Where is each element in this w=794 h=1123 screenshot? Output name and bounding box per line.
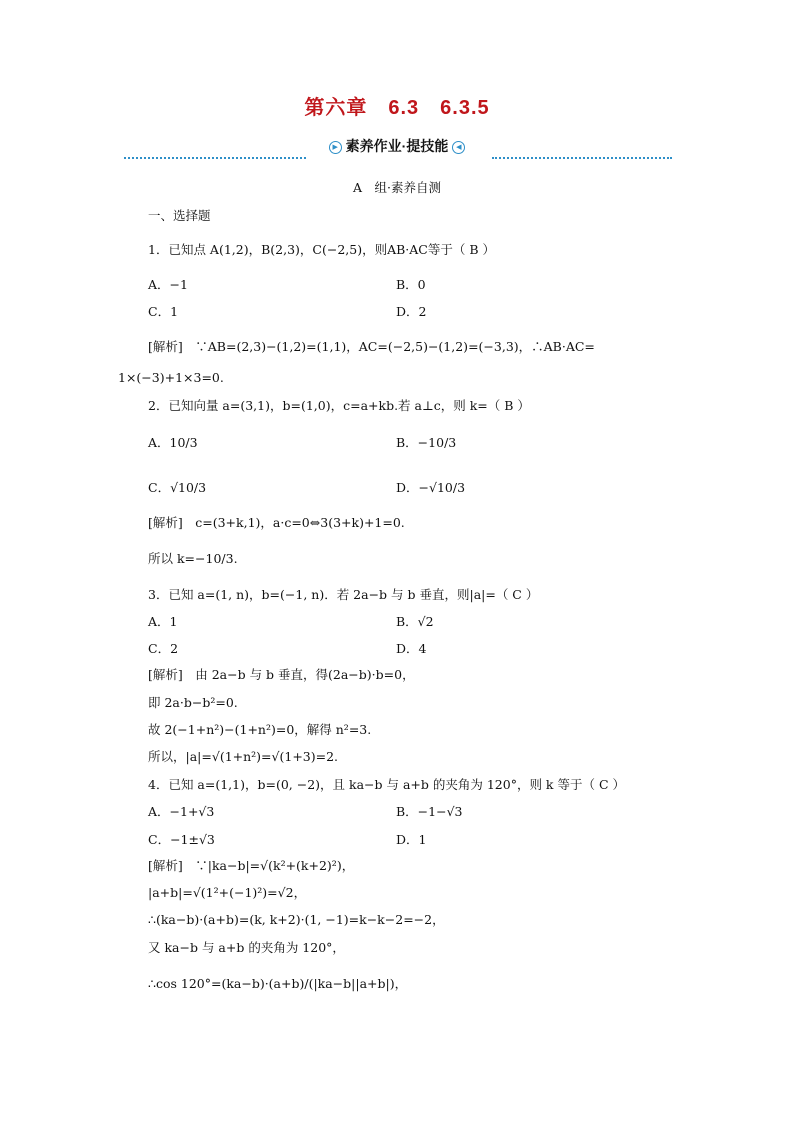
q3-option-a: A．1	[148, 614, 178, 629]
q4-option-b: B．−1−√3	[396, 804, 463, 819]
banner-label: 素养作业·提技能	[345, 138, 449, 154]
q3-option-d: D．4	[396, 641, 427, 656]
q4-option-a: A．−1+√3	[148, 804, 215, 819]
q3-analysis-line-2: 即 2a·b−b²=0.	[148, 695, 238, 710]
q2-option-d: D．−√10/3	[396, 480, 466, 495]
q4-analysis-line-3: ∴(ka−b)·(a+b)=(k, k+2)·(1, −1)=k−k−2=−2，	[148, 912, 445, 927]
question-3-stem: 3．已知 a=(1, n)，b=(−1, n)．若 2a−b 与 b 垂直，则|a|=（ C ）	[148, 587, 539, 602]
q3-analysis-line-3: 故 2(−1+n²)−(1+n²)=0，解得 n²=3.	[148, 722, 372, 737]
play-right-icon: ▶	[329, 141, 342, 154]
q4-option-c: C．−1±√3	[148, 832, 215, 847]
q3-analysis-line-4: 所以，|a|=√(1+n²)=√(1+3)=2.	[148, 749, 339, 764]
section-heading: 一、选择题	[148, 208, 211, 223]
q1-option-b: B．0	[396, 277, 426, 292]
question-1-stem: 1．已知点 A(1,2)，B(2,3)，C(−2,5)，则AB·AC等于（ B ）	[148, 242, 495, 257]
q4-option-d: D．1	[396, 832, 427, 847]
play-left-icon: ◀	[452, 141, 465, 154]
question-2-stem: 2．已知向量 a=(3,1)，b=(1,0)，c=a+kb.若 a⊥c，则 k=（ B ）	[148, 398, 530, 413]
q4-analysis-line-1: [解析] ∵|ka−b|=√(k²+(k+2)²)，	[148, 858, 355, 873]
q3-option-b: B．√2	[396, 614, 434, 629]
q1-option-d: D．2	[396, 304, 427, 319]
q4-analysis-line-2: |a+b|=√(1²+(−1)²)=√2，	[148, 885, 307, 900]
q1-option-a: A．−1	[148, 277, 188, 292]
question-4-stem: 4．已知 a=(1,1)，b=(0, −2)，且 ka−b 与 a+b 的夹角为 120°，则 k 等于（ C ）	[148, 777, 625, 792]
q4-analysis-line-5: ∴cos 120°=(ka−b)·(a+b)/(|ka−b||a+b|)，	[148, 976, 408, 991]
q4-analysis-line-4: 又 ka−b 与 a+b 的夹角为 120°，	[148, 940, 345, 955]
q1-option-c: C．1	[148, 304, 179, 319]
banner-divider-left	[124, 157, 306, 159]
q2-option-a: A．10/3	[148, 435, 198, 450]
section-banner	[0, 139, 794, 154]
q1-analysis-line-2: 1×(−3)+1×3=0.	[118, 370, 224, 385]
q3-analysis-line-1: [解析] 由 2a−b 与 b 垂直，得(2a−b)·b=0，	[148, 667, 415, 682]
banner-divider-right	[492, 157, 672, 159]
q2-option-b: B．−10/3	[396, 435, 457, 450]
q2-option-c: C．√10/3	[148, 480, 207, 495]
q3-option-c: C．2	[148, 641, 179, 656]
q1-analysis-line-1: [解析] ∵AB=(2,3)−(1,2)=(1,1)，AC=(−2,5)−(1,2)=(−3,3)，∴AB·AC=	[148, 339, 595, 354]
page-title: 第六章 6.3 6.3.5	[304, 97, 490, 119]
group-heading: A 组·素养自测	[352, 180, 441, 195]
q2-analysis-line-1: [解析] c=(3+k,1)，a·c=0⇔3(3+k)+1=0.	[148, 515, 405, 530]
q2-analysis-line-2: 所以 k=−10/3.	[148, 551, 238, 566]
